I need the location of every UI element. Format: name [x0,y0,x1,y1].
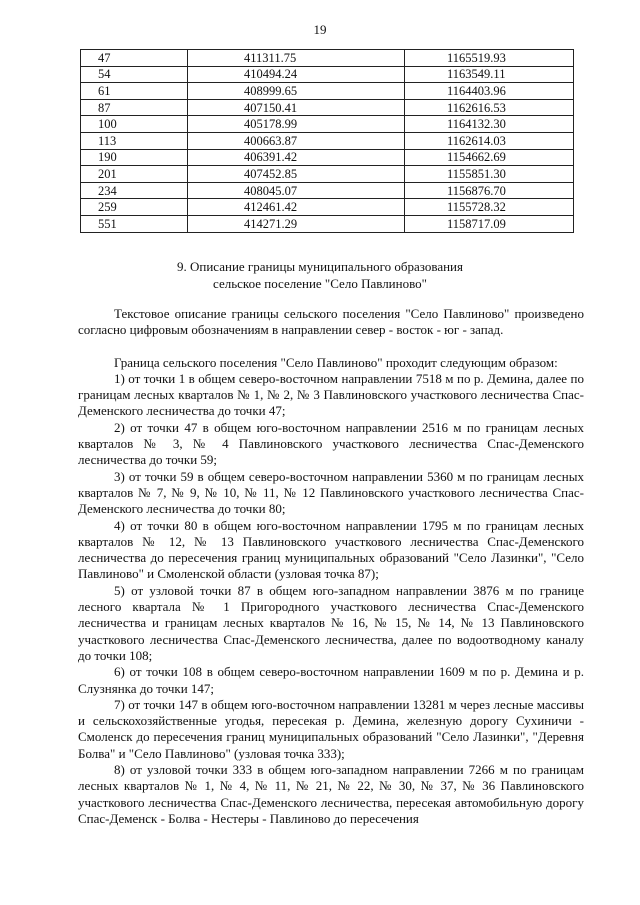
table-row [81,182,574,199]
paragraph-segment-7: 7) от точки 147 в общем юго-восточном направлении 13281 м через лесные массивы и сельскохозяйственные угодья, пересекая р. Демина, железную дорогу Сухиничи - Смоленск до пересечения границ муниципальных образований "Село Лазинки", "Деревня Болва" и "Село Павлиново" (узловая точка 333); [78,696,584,761]
point-number-cell: 47 [81,50,188,67]
point-number-cell: 551 [81,215,188,232]
point-number-cell: 87 [81,99,188,116]
table-row [81,50,574,67]
section-title [0,258,640,292]
paragraph-segment-2: 2) от точки 47 в общем юго-восточном направлении 2516 м по границам лесных кварталов № 3, № 4 Павлиновского участкового лесничества Спас-Деменского лесничества до точки 59; [78,419,584,468]
x-coordinate-cell: 408045.07 [188,182,405,199]
paragraph-boundary-lead: Граница сельского поселения "Село Павлиново" проходит следующим образом: [114,354,558,370]
point-number-cell: 113 [81,132,188,149]
table-row [81,116,574,133]
paragraph-segment-8: 8) от узловой точки 333 в общем юго-западном направлении 7266 м по границам лесных кварталов № 1, № 4, № 11, № 21, № 22, № 30, № 37, № 36 Павлиновского участкового лесничества Спас-Деменского лесничества, пересекая автомобильную дорогу Спас-Деменск - Болва - Нестеры - Павлиново до пересечения [78,762,584,826]
point-number-cell: 259 [81,199,188,216]
x-coordinate-cell: 414271.29 [188,215,405,232]
point-number-cell: 54 [81,66,188,83]
y-coordinate-cell: 1165519.93 [405,50,574,67]
y-coordinate-cell: 1155851.30 [405,166,574,183]
table-row [81,132,574,149]
table-row [81,99,574,116]
paragraph-segment-1: 1) от точки 1 в общем северо-восточном направлении 7518 м по р. Демина, далее по границам лесных кварталов № 1, № 2, № 3 Павлиновского участкового лесничества Спас-Деменского лесничества до точки 47; [78,370,584,419]
y-coordinate-cell: 1155728.32 [405,199,574,216]
paragraph-segment-6: 6) от точки 108 в общем северо-восточном направлении 1609 м по р. Демина и р. Слузнянка до точки 147; [78,664,584,696]
section-title-line-1: 9. Описание границы муниципального образования [177,259,463,274]
y-coordinate-cell: 1156876.70 [405,182,574,199]
y-coordinate-cell: 1163549.11 [405,66,574,83]
table-row [81,149,574,166]
body-text [78,306,584,827]
table-row [81,166,574,183]
y-coordinate-cell: 1164403.96 [405,83,574,100]
x-coordinate-cell: 411311.75 [188,50,405,67]
y-coordinate-cell: 1158717.09 [405,215,574,232]
table-row [81,66,574,83]
coordinates-table-body [81,50,574,233]
point-number-cell: 100 [81,116,188,133]
paragraph-segment-5: 5) от узловой точки 87 в общем юго-западном направлении 3876 м по границе лесного квартала № 1 Пригородного участкового лесничества Спас-Деменского лесничества и границам лесных кварталов № 16, № 15, № 14, № 13 Павлиновского участкового лесничества Спас-Деменского лесничества, далее по водоотводному каналу до точки 108; [78,582,584,663]
y-coordinate-cell: 1164132.30 [405,116,574,133]
table-row [81,83,574,100]
point-number-cell: 61 [81,83,188,100]
x-coordinate-cell: 407150.41 [188,99,405,116]
x-coordinate-cell: 407452.85 [188,166,405,183]
point-number-cell: 201 [81,166,188,183]
point-number-cell: 234 [81,182,188,199]
y-coordinate-cell: 1162616.53 [405,99,574,116]
paragraph-segment-3: 3) от точки 59 в общем северо-восточном направлении 5360 м по границам лесных кварталов № 7, № 9, № 10, № 11, № 12 Павлиновского участкового лесничества Спас-Деменского лесничества до точки 80; [78,468,584,517]
y-coordinate-cell: 1162614.03 [405,132,574,149]
x-coordinate-cell: 412461.42 [188,199,405,216]
x-coordinate-cell: 408999.65 [188,83,405,100]
paragraph-segment-4: 4) от точки 80 в общем юго-восточном направлении 1795 м по границам лесных кварталов № 12, № 13 Павлиновского участкового лесничества Спас-Деменского лесничества до пересечения границ муниципальных образований "Село Лазинки", "Село Павлиново" и Смоленской области (узловая точка 87); [78,517,584,582]
table-row [81,199,574,216]
x-coordinate-cell: 410494.24 [188,66,405,83]
x-coordinate-cell: 406391.42 [188,149,405,166]
section-title-line-2: сельское поселение "Село Павлиново" [213,276,427,291]
paragraph-intro: Текстовое описание границы сельского поселения "Село Павлиново" произведено согласно цифровым обозначениям в направлении север - восток - юг - запад. [78,306,584,338]
table-row [81,215,574,232]
coordinates-table [80,49,574,233]
page-number: 19 [313,22,327,37]
y-coordinate-cell: 1154662.69 [405,149,574,166]
x-coordinate-cell: 400663.87 [188,132,405,149]
x-coordinate-cell: 405178.99 [188,116,405,133]
point-number-cell: 190 [81,149,188,166]
